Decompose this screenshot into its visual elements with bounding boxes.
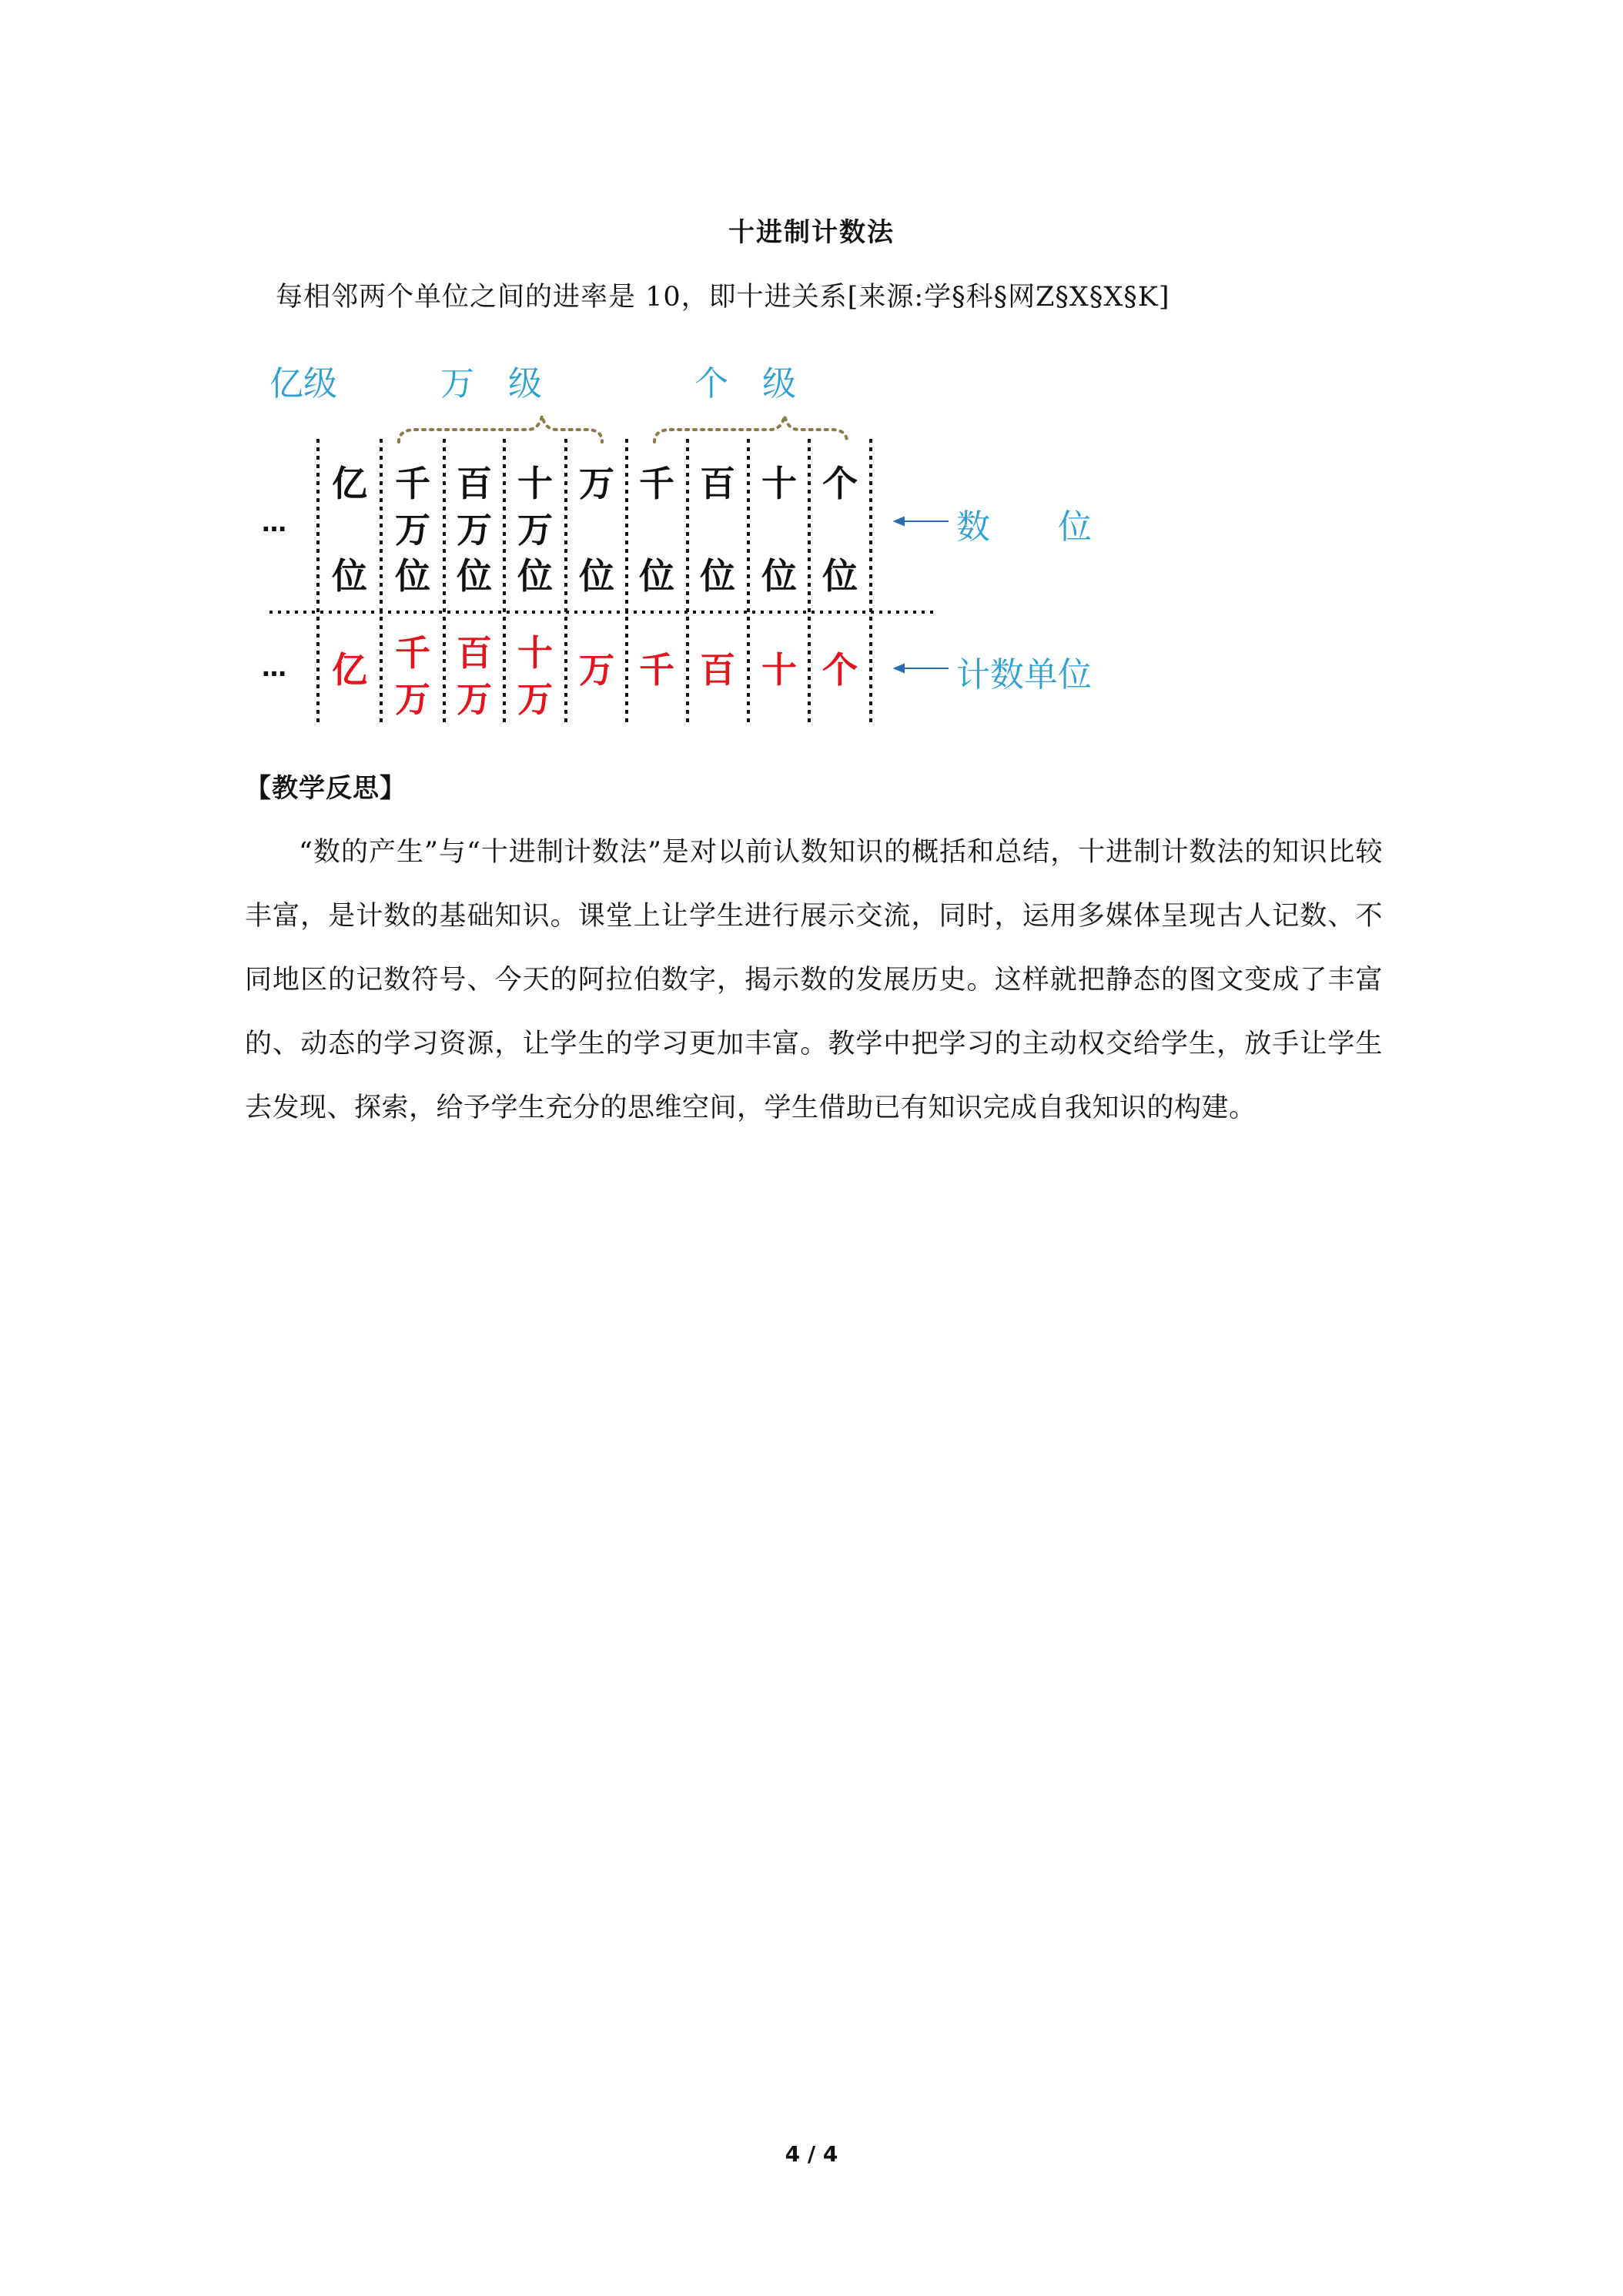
place-cell-qian: 千 位 — [639, 463, 674, 597]
reflection-paragraph: “数的产生”与“十进制计数法”是对以前认数知识的概括和总结，十进制计数法的知识比较丰富，是计数的基础知识。课堂上让学生进行展示交流，同时，运用多媒体呈现古人记数、不同地区的记数符号、今天的阿拉伯数字，揭示数的发展历史。这样就把静态的图文变成了丰富的、动态的学习资源，让学生的学习更加丰富。教学中把学习的主动权交给学生，放手让学生去发现、探索，给予学生充分的思维空间，学生借助已有知识完成自我知识的构建。 — [245, 837, 1383, 1123]
place-cell-wan: 万 位 — [579, 463, 614, 597]
unit-cell-wan: 万 — [579, 649, 614, 691]
unit-cell-bai: 百 — [700, 649, 735, 691]
place-cell-bai: 百 位 — [700, 463, 735, 597]
place-cell-ge: 个 位 — [822, 463, 858, 597]
unit-cell-qianwan: 千 万 — [395, 632, 430, 720]
unit-cell-qian: 千 — [639, 649, 674, 691]
diagram-lines — [0, 0, 1623, 770]
ellipsis-places: … — [262, 508, 286, 537]
arrow-place — [895, 517, 949, 525]
brace-wan-level — [399, 416, 602, 442]
level-wan: 万 级 — [440, 364, 542, 403]
ellipsis-units: … — [262, 653, 286, 682]
level-ge: 个 级 — [694, 364, 796, 403]
unit-cell-baiwan: 百 万 — [457, 632, 492, 720]
unit-cell-yi: 亿 — [332, 649, 367, 691]
place-cell-shiwan: 十 万 位 — [517, 463, 553, 597]
page-title: 十进制计数法 — [728, 217, 895, 248]
place-label: 数 位 — [956, 507, 1092, 547]
reflection-heading: 【教学反思】 — [245, 773, 407, 804]
column-lines — [318, 439, 871, 724]
unit-label: 计数单位 — [956, 655, 1092, 694]
place-value-diagram — [0, 0, 1623, 770]
arrow-unit — [895, 664, 949, 672]
unit-cell-shiwan: 十 万 — [517, 632, 553, 720]
unit-cell-ge: 个 — [822, 649, 858, 691]
place-cell-qianwan: 千 万 位 — [395, 463, 430, 597]
brace-ge-level — [654, 416, 847, 442]
page-number: 4 / 4 — [785, 2141, 838, 2167]
place-cell-shi: 十 位 — [761, 463, 797, 597]
unit-cell-shi: 十 — [761, 649, 797, 691]
level-yi: 亿级 — [269, 364, 337, 403]
place-cell-yi: 亿 位 — [332, 463, 367, 597]
place-cell-baiwan: 百 万 位 — [457, 463, 492, 597]
intro-text: 每相邻两个单位之间的进率是 10，即十进关系[来源:学§科§网Z§X§X§K] — [276, 282, 1170, 313]
